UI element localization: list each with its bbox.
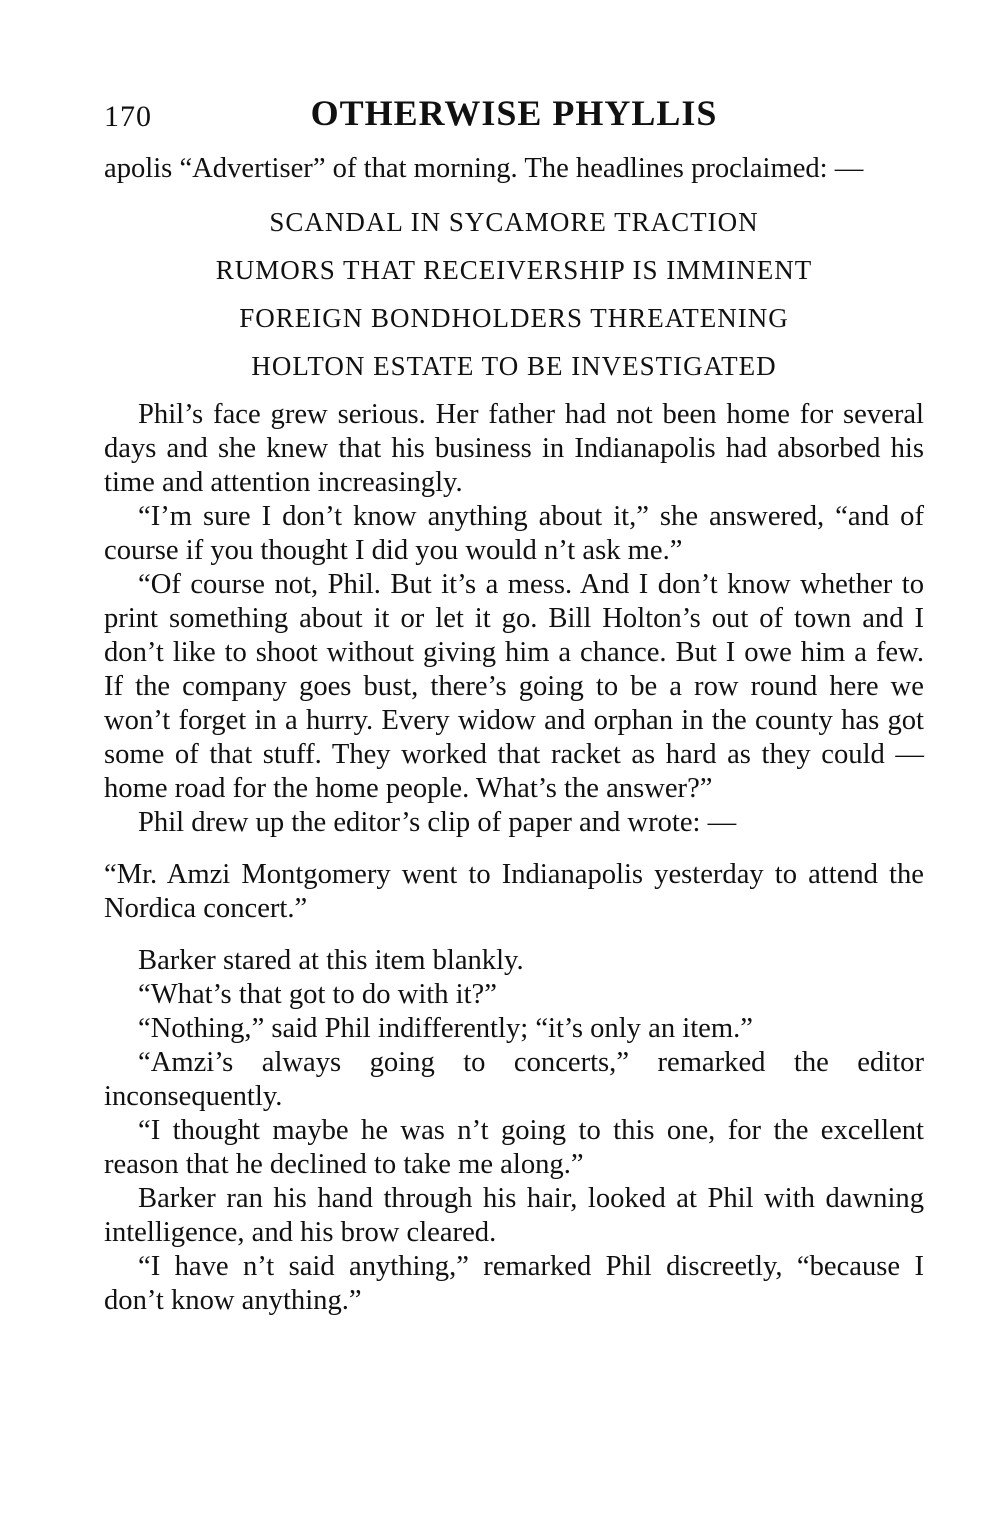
page-body — [104, 152, 924, 1318]
paragraph: apolis “Advertiser” of that morning. The headlines proclaimed: — — [104, 153, 864, 184]
paragraph: “Of course not, Phil. But it’s a mess. And I don’t know whether to print something about it or let it go. Bill Holton’s out of town and I don’t like to shoot without giving him a chance. But I owe him a few. If the company goes bust, there’s going to be a row round here we won’t forget in a hurry. Every widow and orphan in the county has got some of that stuff. They worked that racket as hard as they could — home road for the home people. What’s the answer?” — [104, 569, 924, 804]
paragraph: “I have n’t said anything,” remarked Phil discreetly, “because I don’t know anything.” — [104, 1251, 924, 1316]
paragraph: Barker stared at this item blankly. — [138, 945, 524, 976]
paragraph: “Nothing,” said Phil indifferently; “it’s only an item.” — [138, 1013, 753, 1044]
headline: HOLTON ESTATE TO BE INVESTIGATED — [251, 351, 777, 381]
page-header — [104, 92, 924, 142]
paragraph: Barker ran his hand through his hair, looked at Phil with dawning intelligence, and his brow cleared. — [104, 1183, 924, 1248]
paragraph: “Amzi’s always going to concerts,” remarked the editor inconsequently. — [104, 1047, 924, 1112]
headline: SCANDAL IN SYCAMORE TRACTION — [269, 207, 759, 237]
page-number: 170 — [104, 100, 152, 133]
quoted-item: “Mr. Amzi Montgomery went to Indianapolis yesterday to attend the Nordica concert.” — [104, 859, 924, 924]
newspaper-headlines — [104, 198, 924, 390]
paragraph: Phil’s face grew serious. Her father had not been home for several days and she knew that his business in Indianapolis had absorbed his time and attention increasingly. — [104, 399, 924, 498]
paragraph: Phil drew up the editor’s clip of paper and wrote: — — [138, 807, 737, 838]
paragraph: “I’m sure I don’t know anything about it,” she answered, “and of course if you thought I did you would n’t ask me.” — [104, 501, 924, 566]
paragraph: “I thought maybe he was n’t going to this one, for the excellent reason that he declined to take me along.” — [104, 1115, 924, 1180]
running-title: OTHERWISE PHYLLIS — [310, 93, 718, 133]
headline: RUMORS THAT RECEIVERSHIP IS IMMINENT — [215, 255, 813, 285]
paragraph: “What’s that got to do with it?” — [138, 979, 497, 1010]
headline: FOREIGN BONDHOLDERS THREATENING — [239, 303, 789, 333]
